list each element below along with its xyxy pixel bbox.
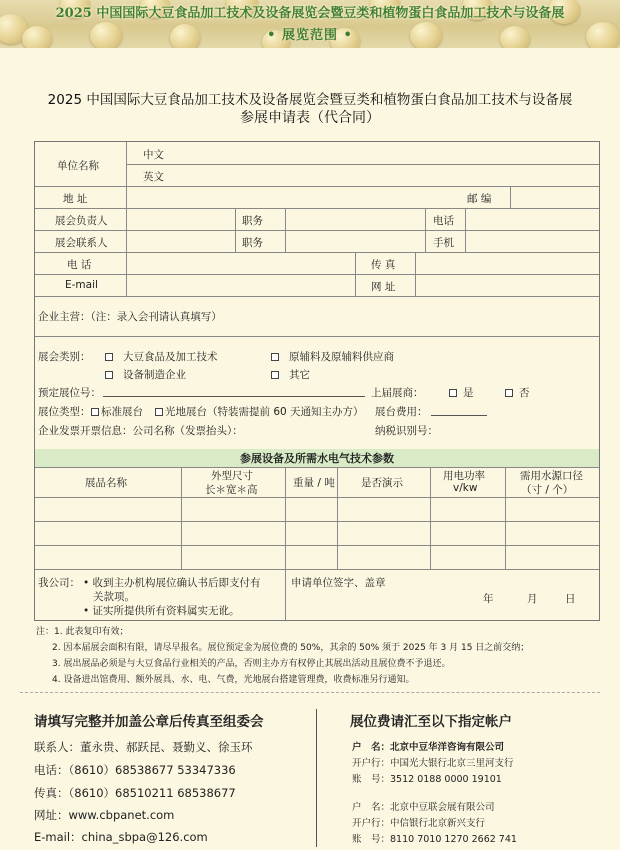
email-label: E-mail <box>65 279 98 291</box>
banner-title: 2025 中国国际大豆食品加工技术及设备展览会暨豆类和植物蛋白食品加工技术与设备展 <box>55 6 565 21</box>
postcode-label: 邮 编 <box>467 193 492 205</box>
mobile-label: 手机 <box>433 237 454 249</box>
leader-field[interactable] <box>128 209 234 229</box>
note-4: 4. 设备进出馆费用、额外展具、水、电、气费，光地展台搭建管理费，收费标准另行通知。 <box>52 675 415 685</box>
leader-position-label: 职务 <box>242 215 263 227</box>
account-1-name: 户 名：北京中豆华洋咨询有限公司 <box>352 742 505 753</box>
banner-subtitle: • 展览范围 • <box>267 28 353 43</box>
col-water-unit: （寸 / 个） <box>521 484 574 496</box>
category-option-equipment[interactable]: 设备制造企业 <box>105 367 186 382</box>
main-business-label: 企业主营：（注：录入会刊请认真填写） <box>38 311 222 323</box>
booth-type-standard[interactable]: 标准展台 <box>91 404 143 419</box>
tel-field[interactable] <box>128 253 354 273</box>
leader-phone-field[interactable] <box>467 209 598 229</box>
top-banner <box>0 0 620 48</box>
account-1-bank: 开户行：中国光大银行北京三里河支行 <box>352 758 514 769</box>
category-label: 展会类别： <box>38 351 91 363</box>
promise-1: • 收到主办机构展位确认书后即支付有 <box>83 577 261 589</box>
booth-number-field[interactable] <box>103 383 365 397</box>
checkbox-icon[interactable] <box>105 371 113 379</box>
col-power: 用电功率 <box>443 470 485 482</box>
promise-2: • 证实所提供所有资料属实无讹。 <box>83 605 240 617</box>
col-power-unit: v/kw <box>453 482 478 494</box>
leader-label: 展会负责人 <box>55 215 108 227</box>
contact-title: 请填写完整并加盖公章后传真至组委会 <box>34 714 264 730</box>
col-demo: 是否演示 <box>361 477 403 489</box>
website-field[interactable] <box>417 275 598 295</box>
vertical-divider <box>316 709 317 847</box>
last-exhibitor-no[interactable]: 否 <box>505 385 530 400</box>
form-subtitle: 参展申请表（代合同） <box>240 110 380 126</box>
note-3: 3. 展出展品必须是与大豆食品行业相关的产品，否则主办方有权停止其展出活动且展位费不予退还。 <box>52 659 451 669</box>
fax-label: 传 真 <box>371 259 396 271</box>
last-exhibitor-label: 上届展商： <box>371 387 424 399</box>
booth-fee-field[interactable] <box>431 402 487 416</box>
col-dimensions-sub: 长＊宽＊高 <box>205 484 258 496</box>
col-weight: 重量 / 吨 <box>293 477 335 489</box>
email-field[interactable] <box>128 275 354 295</box>
contact-people: 联系人：董永贵、郝跃昆、聂勤义、徐玉环 <box>34 740 253 754</box>
col-water: 需用水源口径 <box>520 470 583 482</box>
applicant-sign-label: 申请单位签字、盖章 <box>291 577 386 589</box>
equipment-section-title: 参展设备及所需水电气技术参数 <box>240 452 394 465</box>
account-2-number: 账 号：8110 7010 1270 2662 741 <box>352 834 517 845</box>
checkbox-icon[interactable] <box>271 353 279 361</box>
booth-type-label: 展位类型： <box>38 406 91 418</box>
application-form-table <box>34 141 600 621</box>
fax-field[interactable] <box>417 253 598 273</box>
address-field[interactable] <box>128 187 508 207</box>
postcode-field[interactable] <box>512 187 598 207</box>
tel-label: 电 话 <box>67 259 92 271</box>
contact-position-label: 职务 <box>242 237 263 249</box>
contact-email-link[interactable]: E-mail：china_sbpa@126.com <box>34 830 208 844</box>
col-dimensions: 外型尺寸 <box>211 470 253 482</box>
contact-phone: 电话：（8610）68538677 53347336 <box>34 763 236 777</box>
checkbox-icon[interactable] <box>155 408 163 416</box>
contact-website-link[interactable]: 网址：www.cbpanet.com <box>34 808 175 822</box>
contact-position-field[interactable] <box>287 231 424 251</box>
checkbox-icon[interactable] <box>449 389 457 397</box>
website-label: 网 址 <box>371 281 396 293</box>
note-2: 2. 因本届展会面积有限，请尽早报名。展位预定金为展位费的 50%，其余的 50% 须于 2025 年 3 月 15 日之前交纳； <box>52 643 530 653</box>
unit-name-chinese-field[interactable] <box>183 165 593 185</box>
promise-1-cont: 关款项。 <box>93 591 135 603</box>
contact-person-label: 展会联系人 <box>55 237 108 249</box>
unit-name-label: 单位名称 <box>57 160 99 172</box>
year-label: 年 <box>483 593 494 605</box>
contact-section <box>0 705 620 850</box>
checkbox-icon[interactable] <box>505 389 513 397</box>
account-1-number: 账 号：3512 0188 0000 19101 <box>352 774 502 785</box>
booth-fee-label: 展台费用： <box>375 406 428 418</box>
checkbox-icon[interactable] <box>105 353 113 361</box>
category-option-soy-food[interactable]: 大豆食品及加工技术 <box>105 349 218 364</box>
checkbox-icon[interactable] <box>91 408 99 416</box>
account-2-name: 户 名：北京中豆联会展有限公司 <box>352 802 495 813</box>
contact-person-field[interactable] <box>128 231 234 251</box>
account-2-bank: 开户行：中信银行北京新兴支行 <box>352 818 486 829</box>
invoice-info-label: 企业发票开票信息：公司名称（发票抬头）： <box>38 425 243 437</box>
booth-type-raw-space[interactable]: 光地展台（特装需提前 60 天通知主办方） <box>155 404 364 419</box>
divider <box>20 692 600 693</box>
our-company-label: 我公司： <box>38 577 80 589</box>
day-label: 日 <box>565 593 576 605</box>
english-name-label: 英文 <box>143 171 164 183</box>
leader-position-field[interactable] <box>287 209 424 229</box>
booth-number-label: 预定展位号： <box>38 387 101 399</box>
category-option-other[interactable]: 其它 <box>271 367 310 382</box>
accounts-title: 展位费请汇至以下指定帐户 <box>350 714 512 730</box>
chinese-name-label: 中文 <box>143 149 164 161</box>
month-label: 月 <box>527 593 538 605</box>
contact-fax: 传真：（8610）68510211 68538677 <box>34 786 236 800</box>
tax-id-label: 纳税识别号： <box>375 425 438 437</box>
leader-phone-label: 电话 <box>433 215 454 227</box>
category-option-raw-materials[interactable]: 原辅料及原辅料供应商 <box>271 349 394 364</box>
checkbox-icon[interactable] <box>271 371 279 379</box>
mobile-field[interactable] <box>467 231 598 251</box>
note-1: 注：1. 此表复印有效； <box>36 627 129 637</box>
form-title: 2025 中国国际大豆食品加工技术及设备展览会暨豆类和植物蛋白食品加工技术与设备展 <box>47 92 573 108</box>
address-label: 地 址 <box>63 193 88 205</box>
col-exhibit-name: 展品名称 <box>85 477 127 489</box>
last-exhibitor-yes[interactable]: 是 <box>449 385 474 400</box>
